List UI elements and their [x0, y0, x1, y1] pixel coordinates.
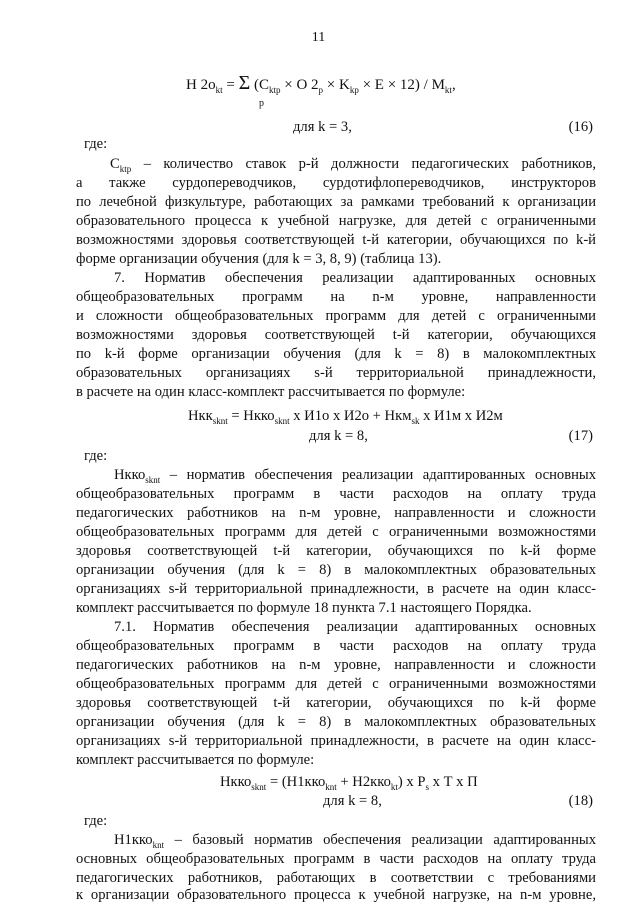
paragraph-h1kko-line-2: основных общеобразовательных программ в части расходов на оплату труда [76, 851, 596, 867]
paragraph-7-1-line-8: комплект рассчитывается по формуле: [76, 752, 315, 768]
where-label-1: где: [84, 136, 108, 152]
formula-16-condition: для k = 3, [293, 119, 352, 135]
paragraph-h1kko-line-4: к организации образовательного процесса к учебной нагрузке, на n-м уровне, [76, 887, 596, 903]
paragraph-7-line-5: по k-й форме организации обучения (для k = 8) в малокомплектных [76, 346, 596, 362]
paragraph-c-line-2: а также сурдопереводчиков, сурдотифлопереводчиков, инструкторов [76, 175, 596, 191]
where-label-3: где: [84, 813, 108, 829]
paragraph-c-line-5: возможностями здоровья соответствующей t-й категории, обучающихся по k-й [76, 232, 596, 248]
paragraph-c-line-6: форме организации обучения (для k = 3, 8, 9) (таблица 13). [76, 251, 442, 267]
paragraph-nkko-line-2: общеобразовательных программ в части расходов на оплату труда [76, 486, 596, 502]
paragraph-7-1-line-7: организациях s-й территориальной принадлежности, в расчете на один класс- [76, 733, 596, 749]
paragraph-nkko-line-7: организациях s-й территориальной принадлежности, в расчете на один класс- [76, 581, 596, 597]
paragraph-h1kko-line-3: педагогических работников, работающих в соответствии с требованиями [76, 870, 596, 886]
paragraph-7-line-4: возможностями здоровья соответствующей t-й категории, обучающихся [76, 327, 596, 343]
paragraph-7-line-2: общеобразовательных программ на n-м уровне, направленности [76, 289, 596, 305]
formula-18-condition: для k = 8, [323, 793, 382, 809]
formula-16: H $2o_{kt} = \Sigma$ ($C_{ktp} \times O$ $2_p \times K_{kp} \times E \times 12) / M_{kt}$, [186, 72, 456, 95]
paragraph-nkko-line-5: здоровья соответствующей t-й категории, обучающихся по k-й форме [76, 543, 596, 559]
paragraph-nkko-line-3: педагогических работников на n-м уровне, направленности и сложности [76, 505, 596, 521]
sigma-symbol: Σ [238, 72, 251, 94]
paragraph-7-1-line-4: общеобразовательных программ для детей с ограниченными возможностями [76, 676, 596, 692]
sigma-subscript: p [259, 98, 264, 109]
paragraph-nkko-line-8: комплект рассчитывается по формуле 18 пункта 7.1 настоящего Порядка. [76, 600, 532, 616]
formula-17-condition: для k = 8, [309, 428, 368, 444]
formula-18: Нкко$_{sknt}$ = (Н1кко$_{knt}$ + Н2кко$_{kt}$) х $P_s$ х Т х П [220, 774, 478, 792]
paragraph-nkko-line-1: Нкко$_{sknt}$ – норматив обеспечения реализации адаптированных основных [114, 467, 596, 485]
paragraph-7-1-line-5: здоровья соответствующей t-й категории, обучающихся по k-й форме [76, 695, 596, 711]
equation-number-16: (16) [568, 119, 593, 135]
paragraph-nkko-line-4: общеобразовательных программ для детей с ограниченными возможностями [76, 524, 596, 540]
paragraph-7-line-6: образовательных организациях s-й территориальной принадлежности, [76, 365, 596, 381]
paragraph-7-1-line-6: организации обучения (для k = 8) в малокомплектных образовательных [76, 714, 596, 730]
paragraph-7-line-7: в расчете на один класс-комплект рассчитывается по формуле: [76, 384, 466, 400]
paragraph-7-line-3: и сложности общеобразовательных программ для детей с ограниченными [76, 308, 596, 324]
equation-number-18: (18) [568, 793, 593, 809]
where-label-2: где: [84, 448, 108, 464]
paragraph-c-line-4: образовательного процесса к учебной нагрузке, для детей с ограниченными [76, 213, 596, 229]
paragraph-7-1-line-2: общеобразовательных программ в части расходов на оплату труда [76, 638, 596, 654]
paragraph-c-line-3: по лечебной физкультуре, работающих за рамками требований к организации [76, 194, 596, 210]
equation-number-17: (17) [568, 428, 593, 444]
paragraph-c-line-1: $C_{ktp}$ – количество ставок р-й должности педагогических работников, [110, 156, 596, 174]
paragraph-7-line-1: 7. Норматив обеспечения реализации адаптированных основных [114, 270, 596, 286]
page-number: 11 [311, 30, 326, 45]
paragraph-nkko-line-6: организации обучения (для k = 8) в малокомплектных образовательных [76, 562, 596, 578]
paragraph-h1kko-line-1: Н1кко$_{knt}$ – базовый норматив обеспечения реализации адаптированных [114, 832, 596, 850]
paragraph-7-1-line-3: педагогических работников на n-м уровне, направленности и сложности [76, 657, 596, 673]
formula-17: Нкк$_{sknt}$ = Нкко$_{sknt}$ х И1о х И2о + Нкм$_{sk}$ х И1м х И2м [188, 408, 503, 426]
paragraph-7-1-line-1: 7.1. Норматив обеспечения реализации адаптированных основных [114, 619, 596, 635]
